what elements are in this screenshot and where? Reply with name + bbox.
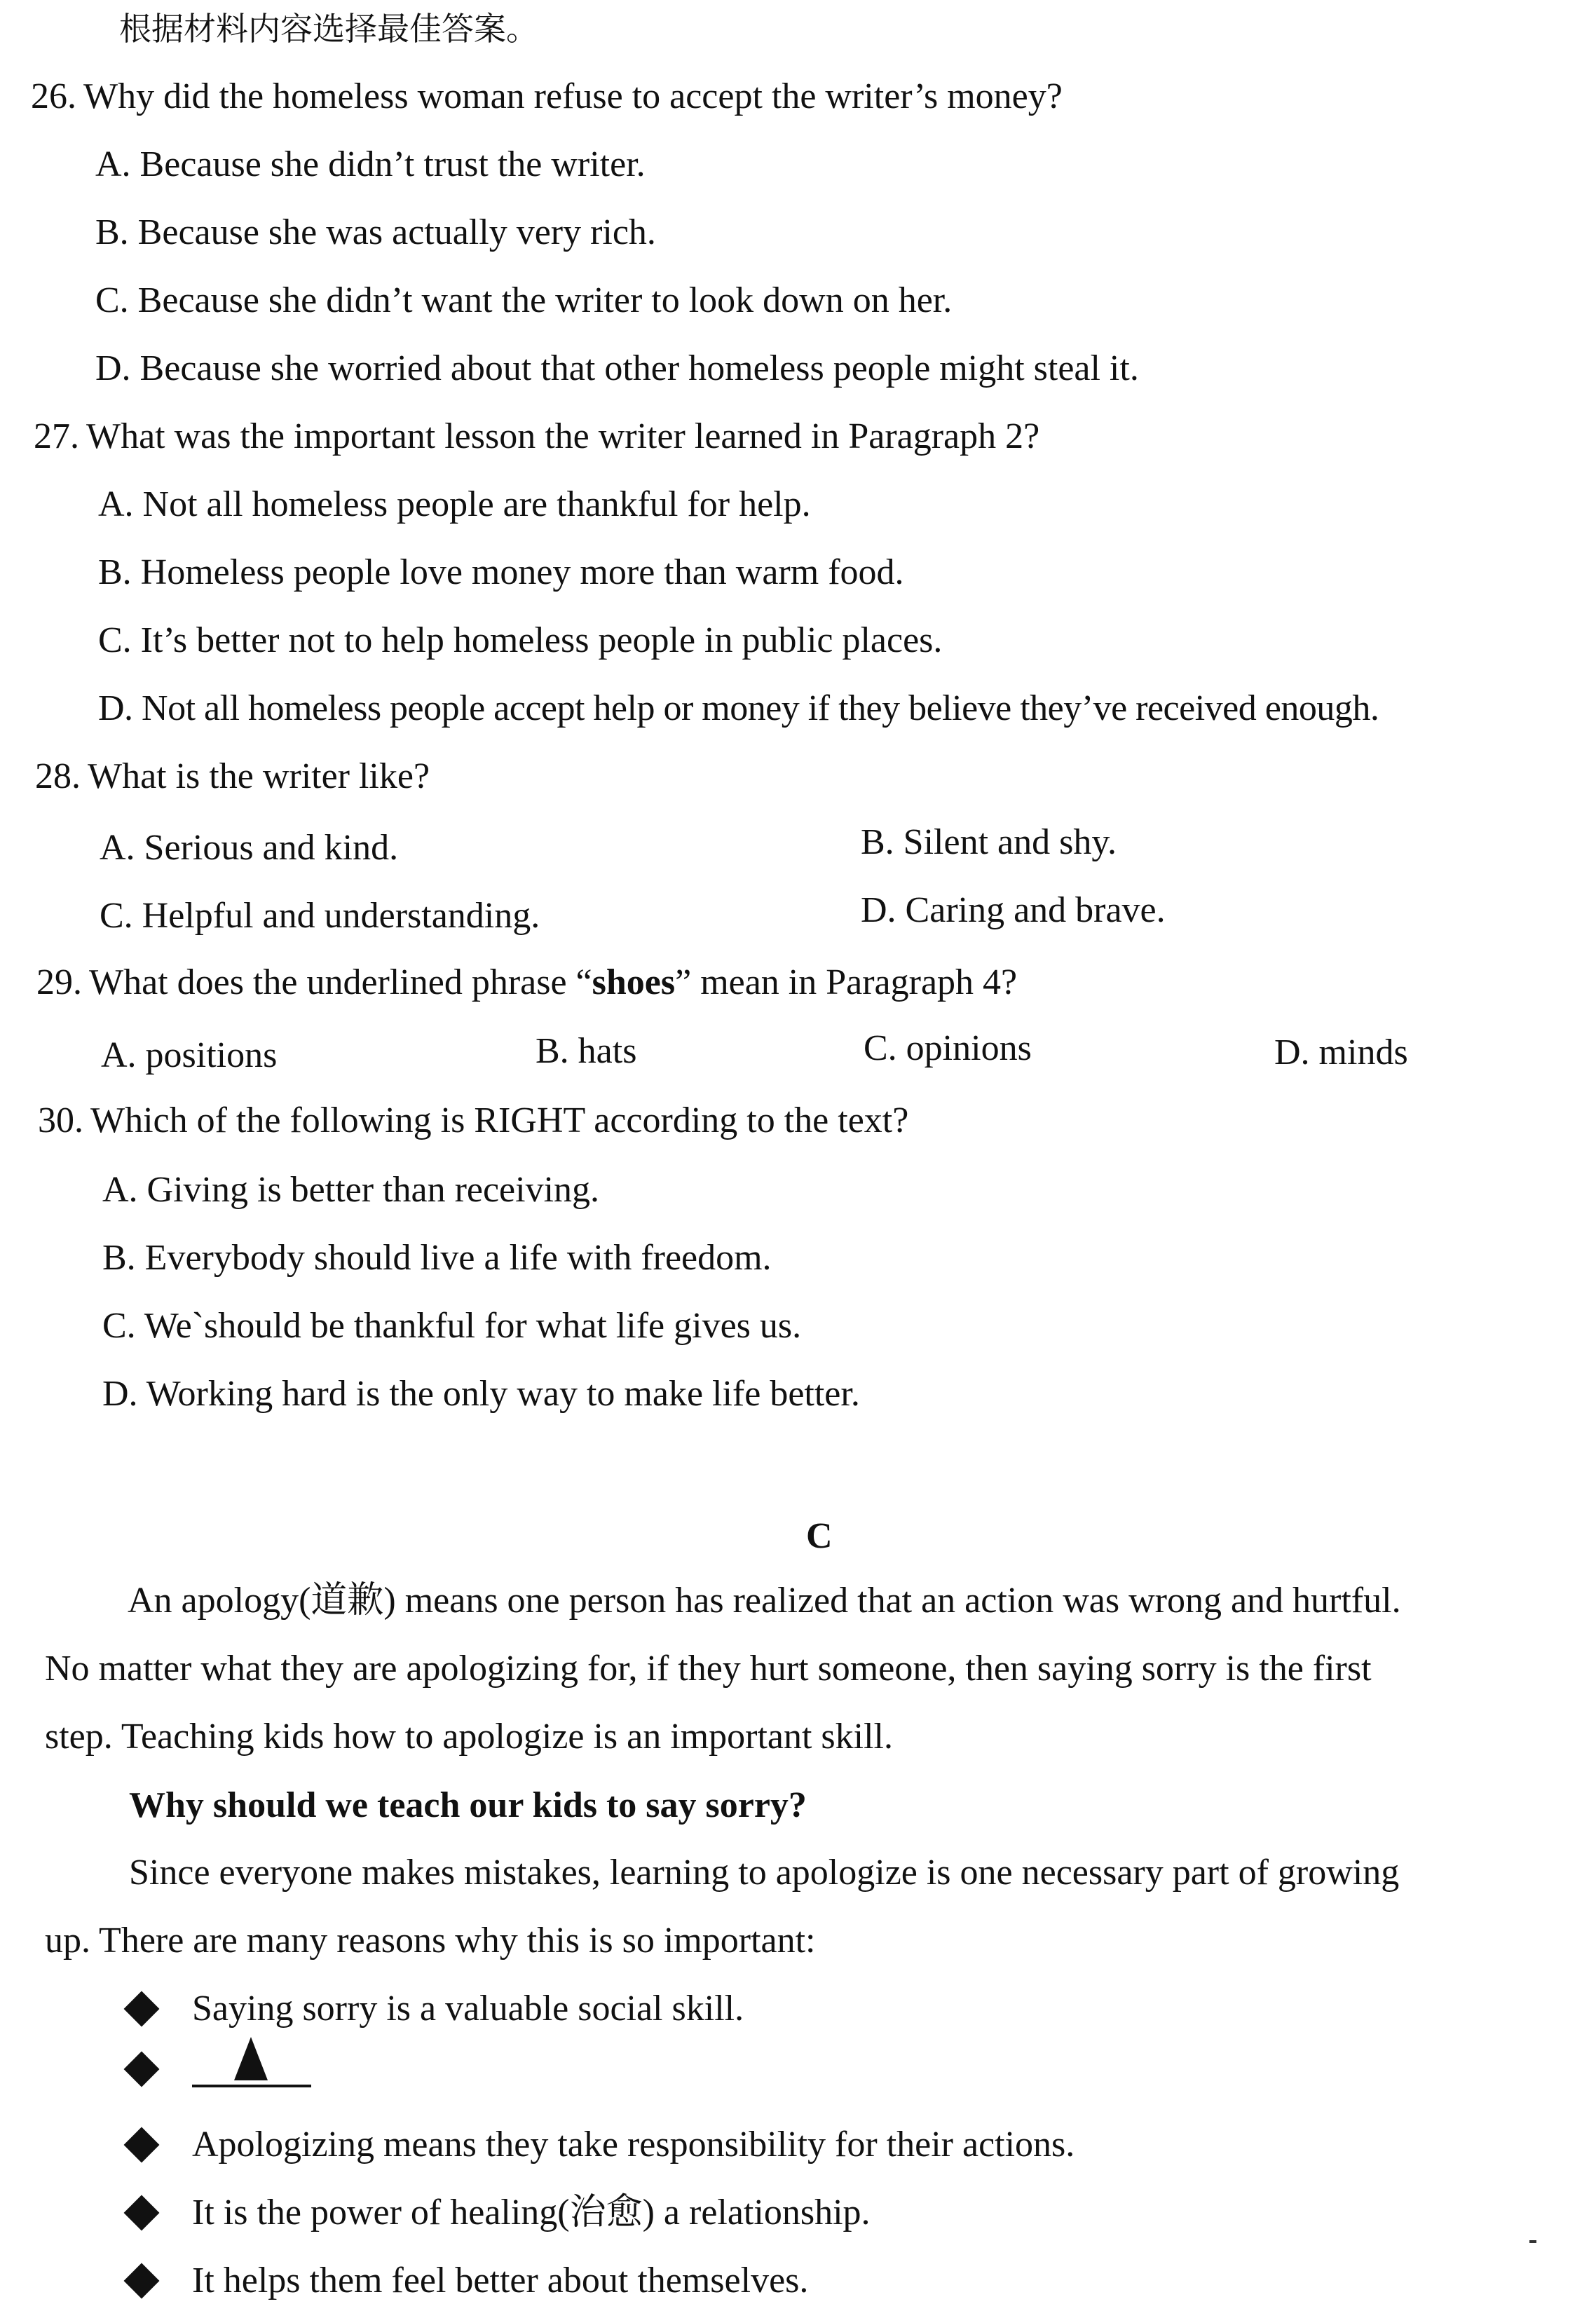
question-number: 26. [31, 76, 76, 116]
option-27-c: C. It’s better not to help homeless people in public places. [98, 620, 943, 660]
passage-line: An apology(道歉) means one person has realized that an action was wrong and hurtful. [128, 1581, 1401, 1621]
bullet-item [129, 1991, 744, 2027]
option-30-b: B. Everybody should live a life with freedom. [102, 1238, 772, 1278]
option-28-d: D. Caring and brave. [861, 890, 1166, 930]
option-28-c: C. Helpful and understanding. [100, 896, 540, 936]
question-text: Which of the following is RIGHT according to the text? [90, 1100, 909, 1140]
bullet-text: It is the power of healing(治愈) a relationship. [192, 2193, 871, 2232]
diamond-bullet-icon [124, 2195, 160, 2231]
question-text-after: ” mean in Paragraph 4? [675, 962, 1018, 1002]
question-text: What is the writer like? [88, 756, 430, 796]
option-26-d: D. Because she worried about that other homeless people might steal it. [95, 348, 1139, 388]
option-29-b: B. hats [536, 1031, 637, 1071]
diamond-bullet-icon [124, 2052, 160, 2087]
question-26 [31, 76, 1063, 116]
underlined-phrase: shoes [592, 962, 676, 1002]
question-text-before: What does the underlined phrase “ [89, 962, 592, 1002]
option-30-a: A. Giving is better than receiving. [102, 1170, 600, 1210]
answer-blank [192, 2041, 311, 2087]
question-29 [36, 964, 1017, 1001]
question-27 [34, 418, 1039, 455]
option-27-b: B. Homeless people love money more than warm food. [98, 552, 904, 592]
bullet-item [129, 2195, 871, 2231]
option-30-c: C. We`should be thankful for what life gives us. [102, 1306, 802, 1346]
question-text: What was the important lesson the writer learned in Paragraph 2? [86, 416, 1040, 456]
option-29-d: D. minds [1274, 1032, 1408, 1072]
question-number: 28. [35, 756, 81, 796]
passage-line: step. Teaching kids how to apologize is an important skill. [45, 1717, 893, 1757]
question-text: Why did the homeless woman refuse to accept the writer’s money? [83, 76, 1063, 116]
bullet-item [129, 2127, 1075, 2163]
question-number: 27. [34, 416, 79, 456]
option-28-a: A. Serious and kind. [100, 828, 399, 868]
question-number: 29. [36, 962, 82, 1002]
passage-line: Since everyone makes mistakes, learning to apologize is one necessary part of growing [129, 1853, 1400, 1893]
section-heading: Why should we teach our kids to say sorry? [129, 1785, 807, 1825]
option-29-c: C. opinions [864, 1028, 1032, 1068]
option-26-b: B. Because she was actually very rich. [95, 212, 656, 252]
question-number: 30. [38, 1100, 83, 1140]
option-26-a: A. Because she didn’t trust the writer. [95, 144, 646, 184]
option-27-d: D. Not all homeless people accept help or money if they believe they’ve received enough. [98, 688, 1379, 728]
diamond-bullet-icon [124, 1991, 160, 2027]
triangle-marker-icon [234, 2037, 268, 2080]
passage-line: up. There are many reasons why this is so important: [45, 1921, 816, 1961]
option-27-a: A. Not all homeless people are thankful for help. [98, 484, 811, 524]
diamond-bullet-icon [124, 2127, 160, 2163]
section-letter: C [806, 1516, 833, 1556]
scan-mark [1529, 2240, 1536, 2243]
question-30 [38, 1100, 909, 1140]
passage-line: No matter what they are apologizing for, if they hurt someone, then saying sorry is the first [45, 1649, 1372, 1689]
bullet-text: It helps them feel better about themselves. [192, 2261, 809, 2300]
diamond-bullet-icon [124, 2263, 160, 2299]
instruction: 根据材料内容选择最佳答案。 [119, 10, 538, 48]
bullet-item-blank [129, 2041, 311, 2087]
option-28-b: B. Silent and shy. [861, 822, 1117, 862]
option-29-a: A. positions [101, 1035, 278, 1075]
bullet-text: Apologizing means they take responsibility for their actions. [192, 2125, 1075, 2164]
option-30-d: D. Working hard is the only way to make life better. [102, 1374, 860, 1414]
option-26-c: C. Because she didn’t want the writer to look down on her. [95, 280, 953, 320]
bullet-text: Saying sorry is a valuable social skill. [192, 1989, 744, 2029]
question-28 [35, 758, 430, 795]
bullet-item [129, 2263, 808, 2299]
